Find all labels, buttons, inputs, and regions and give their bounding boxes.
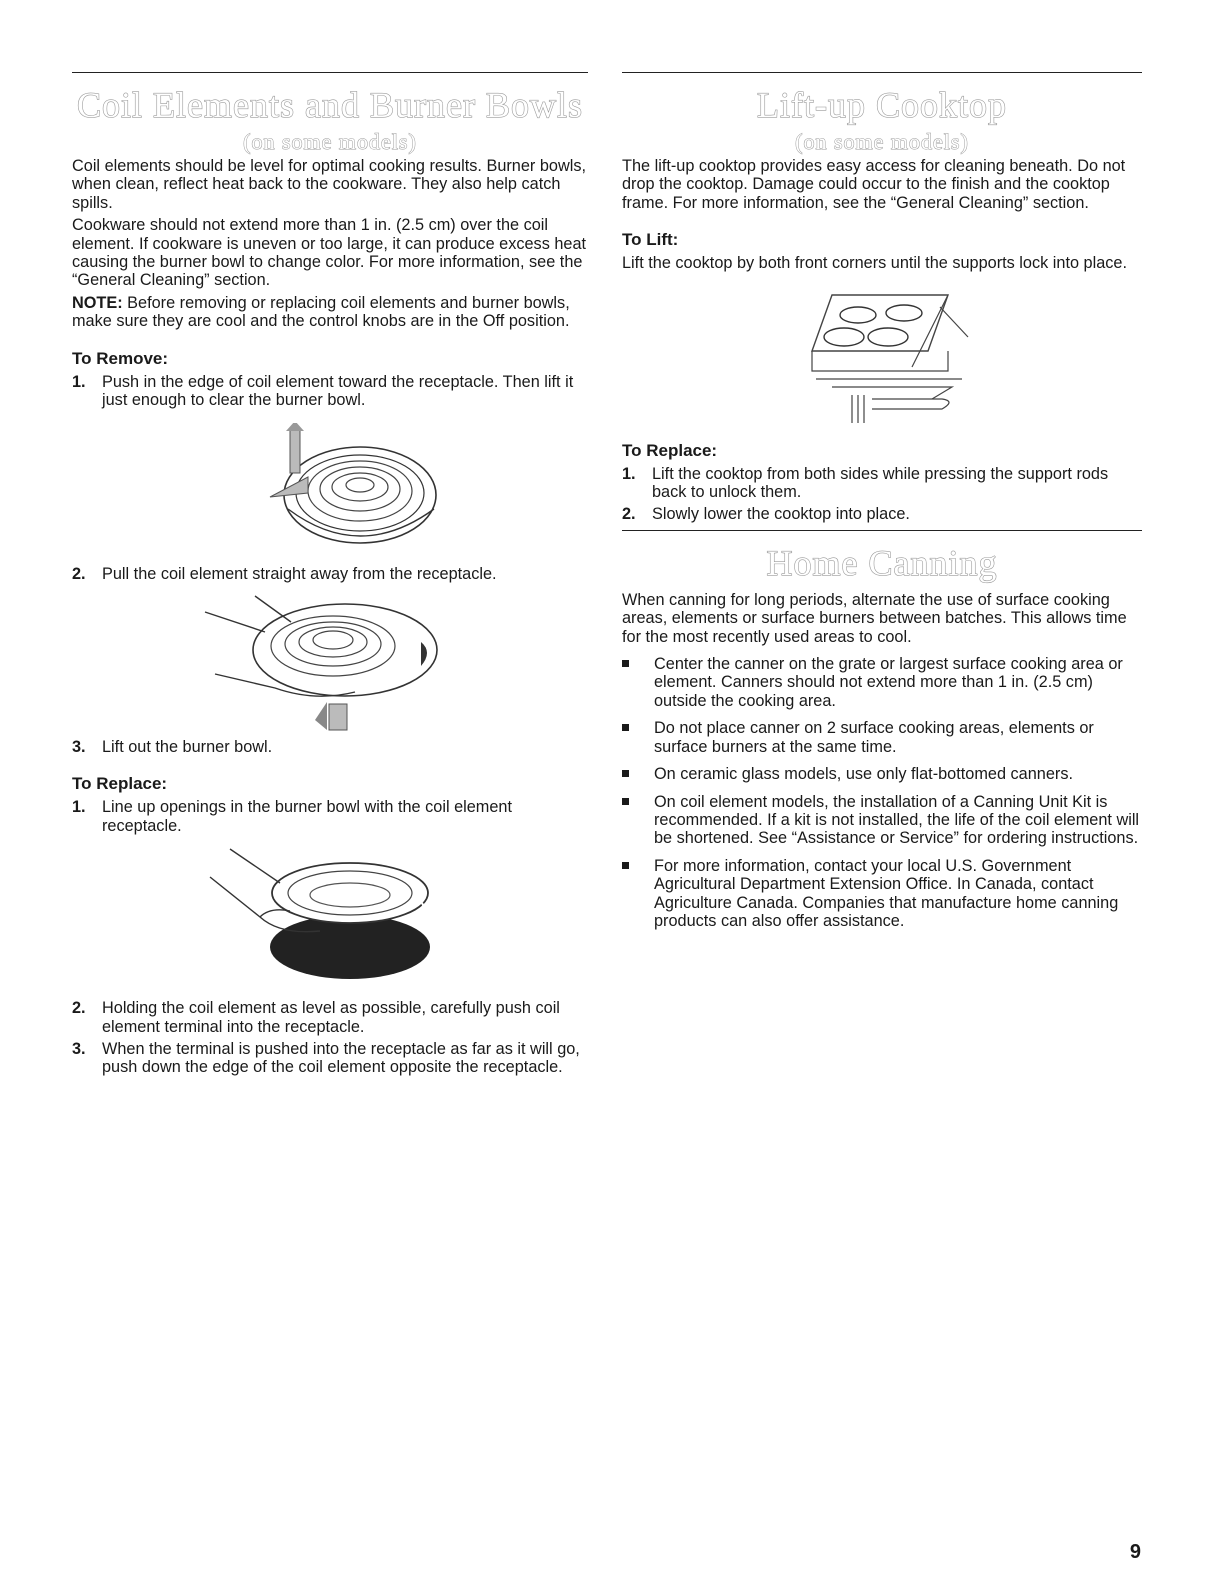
bullet-square-icon bbox=[622, 857, 654, 931]
remove-step bbox=[72, 373, 588, 410]
step-text: Lift out the burner bowl. bbox=[102, 737, 273, 756]
canning-bullet bbox=[622, 857, 1142, 931]
step-number: 1. bbox=[622, 464, 636, 483]
replace-step bbox=[72, 999, 588, 1036]
lift-paragraph: Lift the cooktop by both front corners until the supports lock into place. bbox=[622, 254, 1128, 273]
lift-up-cooktop-title: Lift-up Cooktop bbox=[757, 85, 1007, 125]
step-number: 1. bbox=[72, 372, 86, 391]
step-number: 2. bbox=[72, 999, 86, 1018]
canning-bullet bbox=[622, 719, 1142, 756]
replace-step bbox=[72, 798, 588, 835]
remove-heading: To Remove: bbox=[72, 348, 169, 368]
step-text: When the terminal is pushed into the receptacle as far as it will go, push down the edge of the coil element opposite the receptacle. bbox=[102, 1039, 580, 1077]
left-column bbox=[72, 72, 588, 1081]
step-number: 2. bbox=[72, 565, 86, 584]
burner-bowl-replace-illustration bbox=[200, 847, 460, 981]
bullet-square-icon bbox=[622, 719, 654, 756]
note-paragraph bbox=[72, 294, 588, 331]
canning-intro: When canning for long periods, alternate the use of surface cooking areas, elements or surface burners between batches. This allows time for the most recently used areas to cool. bbox=[622, 590, 1127, 646]
bullet-text: Do not place canner on 2 surface cooking areas, elements or surface burners at the same time. bbox=[654, 719, 1094, 756]
bullet-text: For more information, contact your local U.S. Government Agricultural Department Extension Office. In Canada, contact Agriculture Canada. Companies that manufacture home canning products can also offer assistance. bbox=[654, 856, 1119, 930]
step-text: Lift the cooktop from both sides while pressing the support rods back to unlock them. bbox=[652, 464, 1109, 502]
bullet-text: On coil element models, the installation of a Canning Unit Kit is recommended. If a kit is not installed, the life of the coil element will be shortened. See “Assistance or Service” for ordering instructions. bbox=[654, 792, 1140, 848]
canning-bullet bbox=[622, 793, 1142, 848]
intro-paragraph: Cookware should not extend more than 1 in. (2.5 cm) over the coil element. If cookware is uneven or too large, it can produce excess heat causing the burner bowl to change color. For more information, see the “General Cleaning” section. bbox=[72, 216, 587, 290]
lift-up-cooktop-illustration bbox=[792, 287, 972, 423]
bullet-text: On ceramic glass models, use only flat-bottomed canners. bbox=[654, 765, 1073, 784]
step-number: 1. bbox=[72, 798, 86, 817]
replace-step bbox=[622, 505, 1142, 523]
step-text: Push in the edge of coil element toward the receptacle. Then lift it just enough to clear the burner bowl. bbox=[102, 372, 574, 410]
step-number: 3. bbox=[72, 1039, 86, 1058]
bullet-square-icon bbox=[622, 765, 654, 783]
section-divider bbox=[72, 72, 588, 73]
step-number: 2. bbox=[622, 505, 636, 524]
intro-paragraph: Coil elements should be level for optimal cooking results. Burner bowls, when clean, reflect heat back to the cookware. They also help catch spills. bbox=[72, 157, 587, 212]
lift-up-cooktop-subtitle: (on some models) bbox=[795, 129, 969, 154]
lift-heading: To Lift: bbox=[622, 230, 679, 250]
intro-paragraph: The lift-up cooktop provides easy access for cleaning beneath. Do not drop the cooktop. Damage could occur to the finish and the cooktop frame. For more information, see the “General Cleaning” section. bbox=[622, 157, 1126, 212]
right-column bbox=[622, 72, 1142, 939]
step-text: Pull the coil element straight away from the receptacle. bbox=[102, 565, 497, 584]
bullet-text: Center the canner on the grate or largest surface cooking area or element. Canners should not extend more than 1 in. (2.5 cm) outside the cooking area. bbox=[654, 655, 1123, 710]
coil-element-lift-illustration bbox=[200, 423, 460, 559]
step-text: Slowly lower the cooktop into place. bbox=[652, 505, 910, 524]
canning-bullet bbox=[622, 655, 1142, 710]
section-divider bbox=[622, 72, 1142, 73]
replace-step bbox=[72, 1040, 588, 1077]
bullet-square-icon bbox=[622, 655, 654, 710]
replace-heading: To Replace: bbox=[72, 774, 168, 794]
step-number: 3. bbox=[72, 737, 86, 756]
remove-step bbox=[72, 565, 588, 583]
coil-elements-subtitle: (on some models) bbox=[243, 129, 417, 154]
step-text: Line up openings in the burner bowl with the coil element receptacle. bbox=[102, 798, 513, 835]
coil-element-pull-illustration bbox=[195, 592, 465, 732]
bullet-square-icon bbox=[622, 793, 654, 848]
canning-bullet bbox=[622, 765, 1142, 783]
page-number: 9 bbox=[1129, 1541, 1141, 1563]
remove-step bbox=[72, 738, 588, 756]
home-canning-title: Home Canning bbox=[766, 542, 998, 583]
section-divider bbox=[622, 530, 1142, 531]
note-text: Before removing or replacing coil elements and burner bowls, make sure they are cool and the control knobs are in the Off position. bbox=[72, 293, 570, 331]
replace-step bbox=[622, 465, 1142, 502]
coil-elements-title: Coil Elements and Burner Bowls bbox=[77, 85, 583, 125]
replace-heading: To Replace: bbox=[622, 440, 718, 460]
note-label: NOTE: bbox=[72, 293, 123, 312]
step-text: Holding the coil element as level as possible, carefully push coil element terminal into the receptacle. bbox=[102, 999, 560, 1036]
